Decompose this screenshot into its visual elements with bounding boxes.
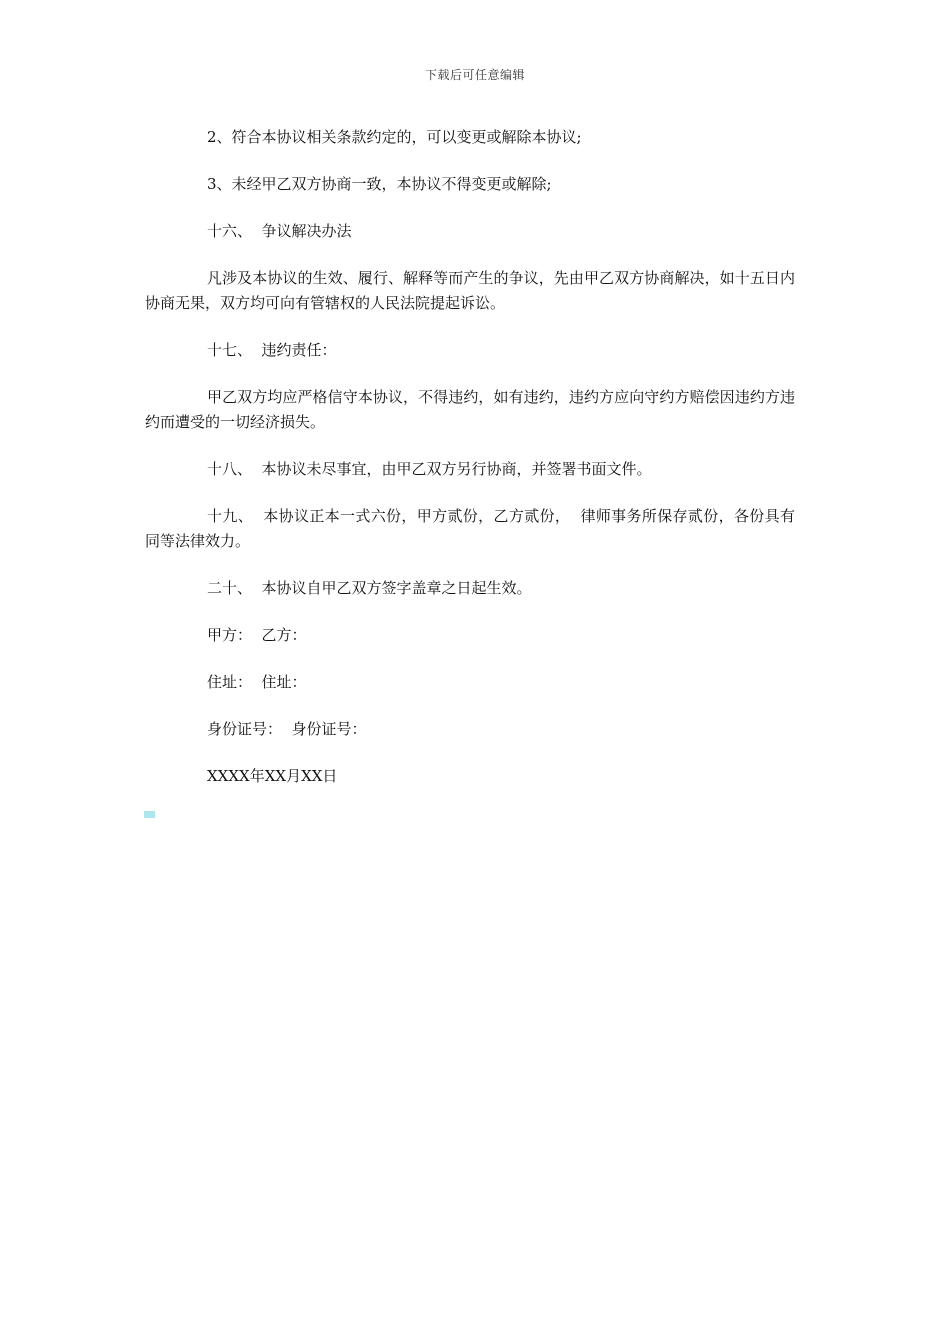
document-body [145, 125, 795, 811]
id-number-line: 身份证号： 身份证号： [207, 720, 367, 738]
clause-19: 十九、 本协议正本一式六份，甲方贰份，乙方贰份， 律师事务所保存贰份，各份具有同等法律效力。 [145, 507, 795, 550]
clause-paragraph: 2、符合本协议相关条款约定的，可以变更或解除本协议; [207, 128, 582, 146]
breach-liability-paragraph: 甲乙双方均应严格信守本协议，不得违约，如有违约，违约方应向守约方赔偿因违约方违约而遭受的一切经济损失。 [145, 388, 795, 431]
highlight-marker [144, 811, 155, 818]
section-heading-17: 十七、 违约责任： [207, 341, 337, 359]
clause-paragraph: 3、未经甲乙双方协商一致，本协议不得变更或解除; [207, 175, 552, 193]
section-heading-16: 十六、 争议解决办法 [207, 222, 352, 240]
party-line: 甲方： 乙方： [207, 626, 307, 644]
clause-18: 十八、 本协议未尽事宜，由甲乙双方另行协商，并签署书面文件。 [207, 460, 652, 478]
clause-20: 二十、 本协议自甲乙双方签字盖章之日起生效。 [207, 579, 532, 597]
address-line: 住址： 住址： [207, 673, 307, 691]
date-line: XXXX年XX月XX日 [207, 767, 338, 785]
page-header: 下载后可任意编辑 [424, 68, 525, 82]
dispute-resolution-paragraph: 凡涉及本协议的生效、履行、解释等而产生的争议，先由甲乙双方协商解决，如十五日内协商无果，双方均可向有管辖权的人民法院提起诉讼。 [145, 269, 795, 312]
